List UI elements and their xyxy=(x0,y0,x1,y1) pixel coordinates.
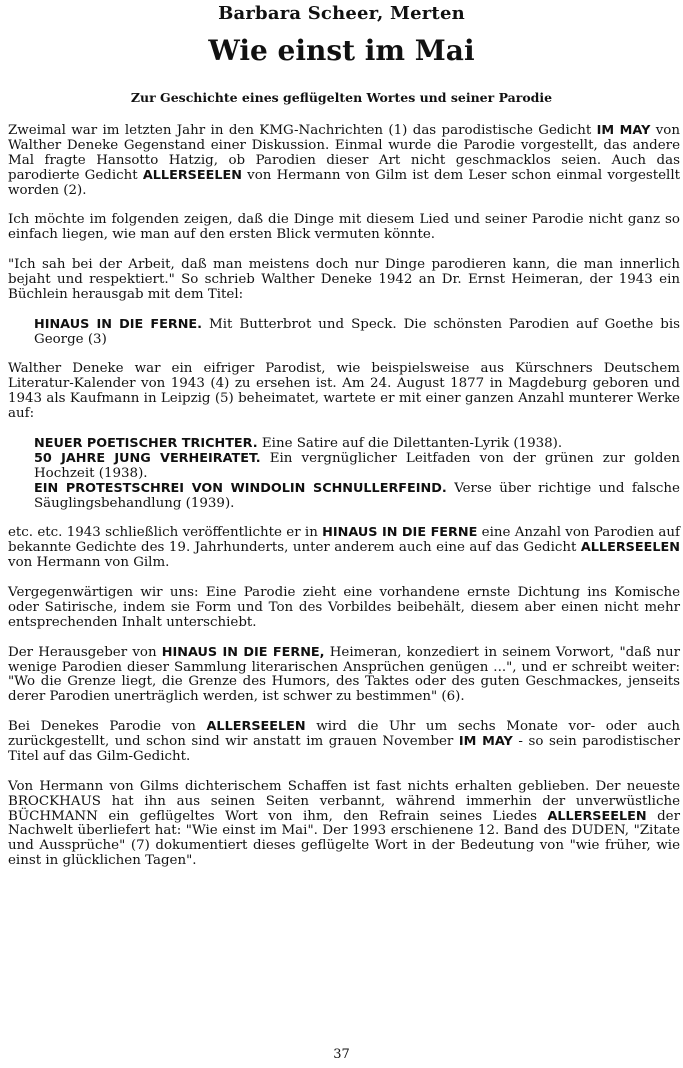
works-list-item xyxy=(34,437,680,452)
book-title-quote xyxy=(8,318,680,348)
text: Ein vergnüglicher Leitfaden von der grünen zur golden Hochzeit (1938). xyxy=(34,450,680,481)
title-reference: ALLERSEELEN xyxy=(142,167,242,183)
title-reference: ALLERSEELEN xyxy=(206,719,306,735)
text: von Hermann von Gilm ist dem Leser schon einmal vorgestellt worden (2). xyxy=(8,167,681,198)
paragraph-3: "Ich sah bei der Arbeit, daß man meistens doch nur Dinge parodieren kann, die man innerlich bejaht und respektiert." So schrieb Walther Deneke 1942 an Dr. Ernst Heimeran, der 1943 ein Büchlein herausgab mit dem Titel: xyxy=(8,257,680,302)
title-reference: IM MAY xyxy=(458,734,513,750)
title-reference: EIN PROTESTSCHREI VON WINDOLIN SCHNULLERFEIND. xyxy=(34,480,447,496)
title-reference: 50 JAHRE JUNG VERHEIRATET. xyxy=(34,450,261,466)
article-subtitle: Zur Geschichte eines geflügelten Wortes und seiner Parodie xyxy=(130,90,553,105)
text: Bei Denekes Parodie von xyxy=(8,719,196,735)
text: der Nachwelt überliefert hat: "Wie einst im Mai". Der 1993 erschienene 12. Band des DUDEN, "Zitate und Aussprüche" (7) dokumentiert dieses geflügelte Wort in der Bedeutung von "wie früher, wie einst in glücklichen Tagen". xyxy=(8,808,680,869)
text: von Hermann von Gilm. xyxy=(8,555,170,571)
title-reference: NEUER POETISCHER TRICHTER. xyxy=(34,435,258,451)
text: Mit Butterbrot und Speck. Die schönsten Parodien auf Goethe bis George (3) xyxy=(34,316,680,347)
text: Von Hermann von Gilms dichterischem Schaffen ist fast nichts erhalten geblieben. Der neueste BROCKHAUS hat ihn aus seinen Seiten verbannt, während immerhin der unverwüstliche BÜCHMANN ein geflügeltes Wort von ihm, den Refrain seines Liedes xyxy=(8,778,680,824)
paragraph-1 xyxy=(8,124,680,199)
text: Der Herausgeber von xyxy=(8,644,157,660)
text: Verse über richtige und falsche Säuglingsbehandlung (1939). xyxy=(34,480,680,511)
title-reference: ALLERSEELEN xyxy=(580,540,680,556)
text: wird die Uhr um sechs Monate vor- oder auch zurückgestellt, und schon sind wir anstatt im grauen November xyxy=(8,719,681,750)
paragraph-5 xyxy=(8,526,680,571)
page-number: 37 xyxy=(333,1047,350,1062)
title-reference: IM MAY xyxy=(596,123,651,138)
article-body xyxy=(8,124,680,884)
text: eine Anzahl von Parodien auf bekannte Gedichte des 19. Jahrhunderts, unter anderem auch eine auf das Gedicht xyxy=(8,525,680,556)
title-reference: HINAUS IN DIE FERNE. xyxy=(34,316,203,332)
paragraph-8 xyxy=(8,720,680,765)
text: Eine Satire auf die Dilettanten-Lyrik (1938). xyxy=(261,435,563,451)
text: Heimeran, konzediert in seinem Vorwort, "daß nur wenige Parodien dieser Sammlung literarischen Ansprüchen genügen ...", und er schreibt weiter: "Wo die Grenze liegt, die Grenze des Humors, des Taktes oder des guten Geschmackes, jenseits derer Parodien unerträglich werden, ist schwer zu bestimmen" (6). xyxy=(8,644,680,705)
paragraph-2: Ich möchte im folgenden zeigen, daß die Dinge mit diesem Lied und seiner Parodie nicht ganz so einfach liegen, wie man auf den ersten Blick vermuten könnte. xyxy=(8,212,680,243)
works-list-item xyxy=(34,452,680,482)
quote-paragraph xyxy=(34,318,680,348)
text: etc. etc. 1943 schließlich veröffentlichte er in xyxy=(8,525,318,541)
author-line: Barbara Scheer, Merten xyxy=(218,3,465,24)
works-list xyxy=(8,437,680,512)
paragraph-9 xyxy=(8,780,680,869)
text: - so sein parodistischer Titel auf das Gilm-Gedicht. xyxy=(8,734,680,764)
text: Zweimal war im letzten Jahr in den KMG-Nachrichten (1) das parodistische Gedicht xyxy=(8,123,592,138)
article-title: Wie einst im Mai xyxy=(208,34,475,67)
title-reference: HINAUS IN DIE FERNE, xyxy=(161,644,325,660)
paragraph-6: Vergegenwärtigen wir uns: Eine Parodie zieht eine vorhandene ernste Dichtung ins Komische oder Satirische, indem sie Form und Ton des Vorbildes beibehält, diesem aber einen nicht mehr entsprechenden Inhalt unterschiebt. xyxy=(8,584,680,630)
paragraph-4: Walther Deneke war ein eifriger Parodist, wie beispielsweise aus Kürschners Deutschem Literatur-Kalender von 1943 (4) zu ersehen ist. Am 24. August 1877 in Magdeburg geboren und 1943 als Kaufmann in Leipzig (5) beheimatet, wartete er mit einer ganzen Anzahl munterer Werke auf: xyxy=(8,361,680,422)
title-reference: HINAUS IN DIE FERNE xyxy=(322,525,478,541)
text: von Walther Deneke Gegenstand einer Diskussion. Einmal wurde die Parodie vorgestellt, das andere Mal fragte Hansotto Hatzig, ob Parodien dieser Art nicht geschmacklos seien. Auch das parodierte Gedicht xyxy=(8,123,680,183)
title-reference: ALLERSEELEN xyxy=(547,808,647,824)
works-list-item xyxy=(34,482,680,512)
paragraph-7 xyxy=(8,646,680,706)
